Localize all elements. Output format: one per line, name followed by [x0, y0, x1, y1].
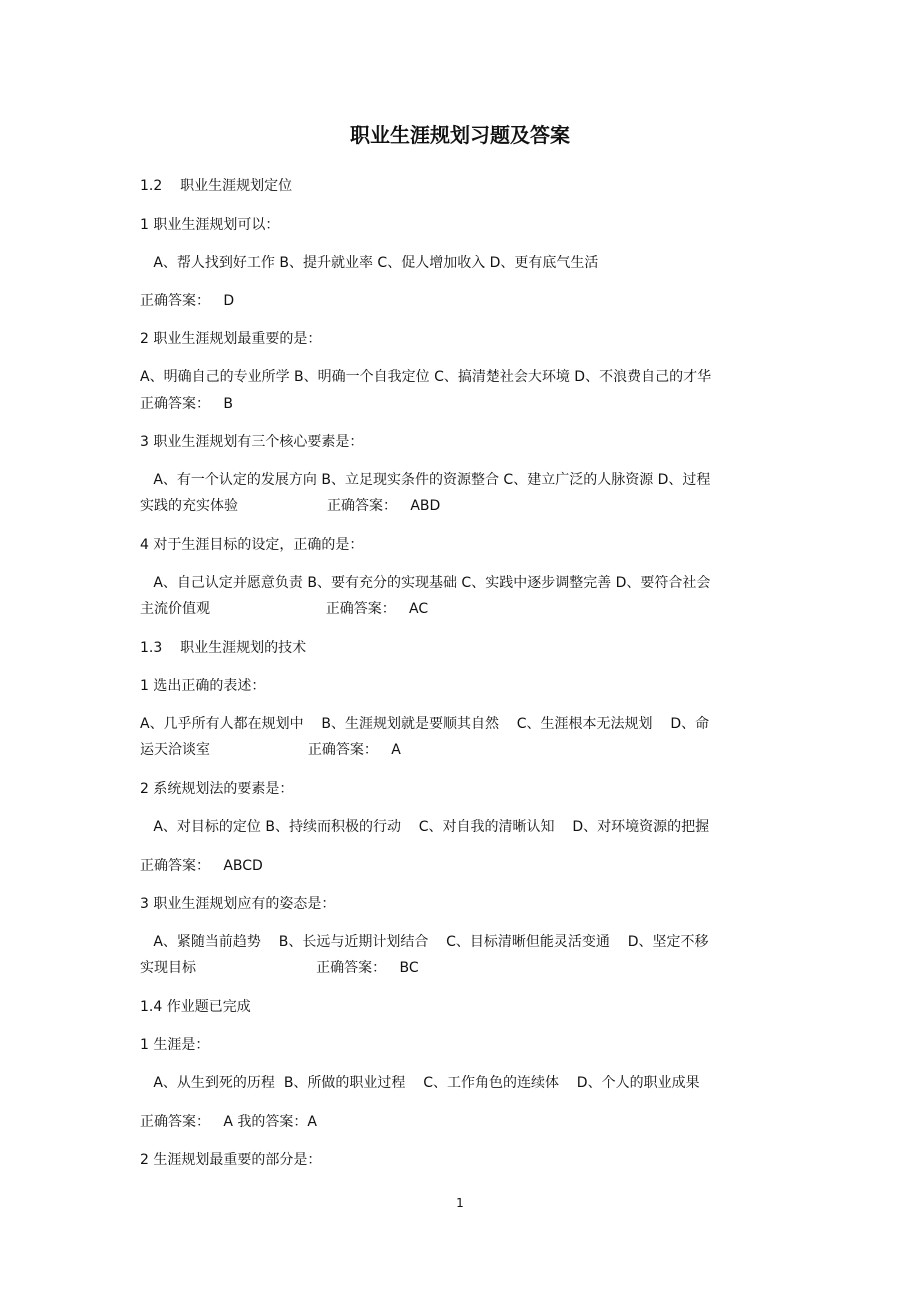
question-text: 3 职业生涯规划应有的姿态是： [140, 896, 336, 912]
answer-options: A、对目标的定位 B、持续而积极的行动 C、对自我的清晰认知 D、对环境资源的把握 [140, 819, 710, 835]
correct-answer: 正确答案： D [140, 293, 235, 309]
question-text: 4 对于生涯目标的设定，正确的是： [140, 537, 364, 553]
section-heading: 1.3 职业生涯规划的技术 [140, 640, 307, 656]
correct-answer: 正确答案： ABCD [140, 858, 263, 874]
answer-options: A、从生到死的历程 B、所做的职业过程 C、工作角色的连续体 D、个人的职业成果 [140, 1075, 700, 1091]
question-text: 2 职业生涯规划最重要的是： [140, 331, 322, 347]
page-number: 1 [456, 1196, 464, 1210]
answer-options: A、帮人找到好工作 B、提升就业率 C、促人增加收入 D、更有底气生活 [140, 255, 599, 271]
question-text: 3 职业生涯规划有三个核心要素是： [140, 434, 364, 450]
answer-options: A、紧随当前趋势 B、长远与近期计划结合 C、目标清晰但能灵活变通 D、坚定不移 [140, 934, 709, 950]
answer-options: A、有一个认定的发展方向 B、立足现实条件的资源整合 C、建立广泛的人脉资源 D、过程 [140, 472, 711, 488]
answer-options-continued: 主流价值观 正确答案： AC [140, 601, 429, 617]
document-title: 职业生涯规划习题及答案 [350, 123, 570, 147]
section-heading: 1.2 职业生涯规划定位 [140, 178, 293, 194]
answer-options-continued: 运天洽谈室 正确答案： A [140, 742, 401, 758]
answer-options: A、明确自己的专业所学 B、明确一个自我定位 C、搞清楚社会大环境 D、不浪费自己的才华 [140, 369, 712, 385]
answer-options-continued: 实现目标 正确答案： BC [140, 960, 419, 976]
correct-answer: 正确答案： A 我的答案：A [140, 1114, 317, 1130]
answer-options: A、自己认定并愿意负责 B、要有充分的实现基础 C、实践中逐步调整完善 D、要符合社会 [140, 575, 711, 591]
answer-options: A、几乎所有人都在规划中 B、生涯规划就是要顺其自然 C、生涯根本无法规划 D、命 [140, 716, 710, 732]
question-text: 1 职业生涯规划可以： [140, 217, 280, 233]
correct-answer: 正确答案： B [140, 396, 233, 412]
question-text: 1 生涯是： [140, 1037, 210, 1053]
question-text: 2 系统规划法的要素是： [140, 781, 294, 797]
answer-options-continued: 实践的充实体验 正确答案： ABD [140, 498, 441, 514]
section-heading: 1.4 作业题已完成 [140, 999, 251, 1015]
question-text: 2 生涯规划最重要的部分是： [140, 1152, 322, 1168]
question-text: 1 选出正确的表述： [140, 678, 266, 694]
